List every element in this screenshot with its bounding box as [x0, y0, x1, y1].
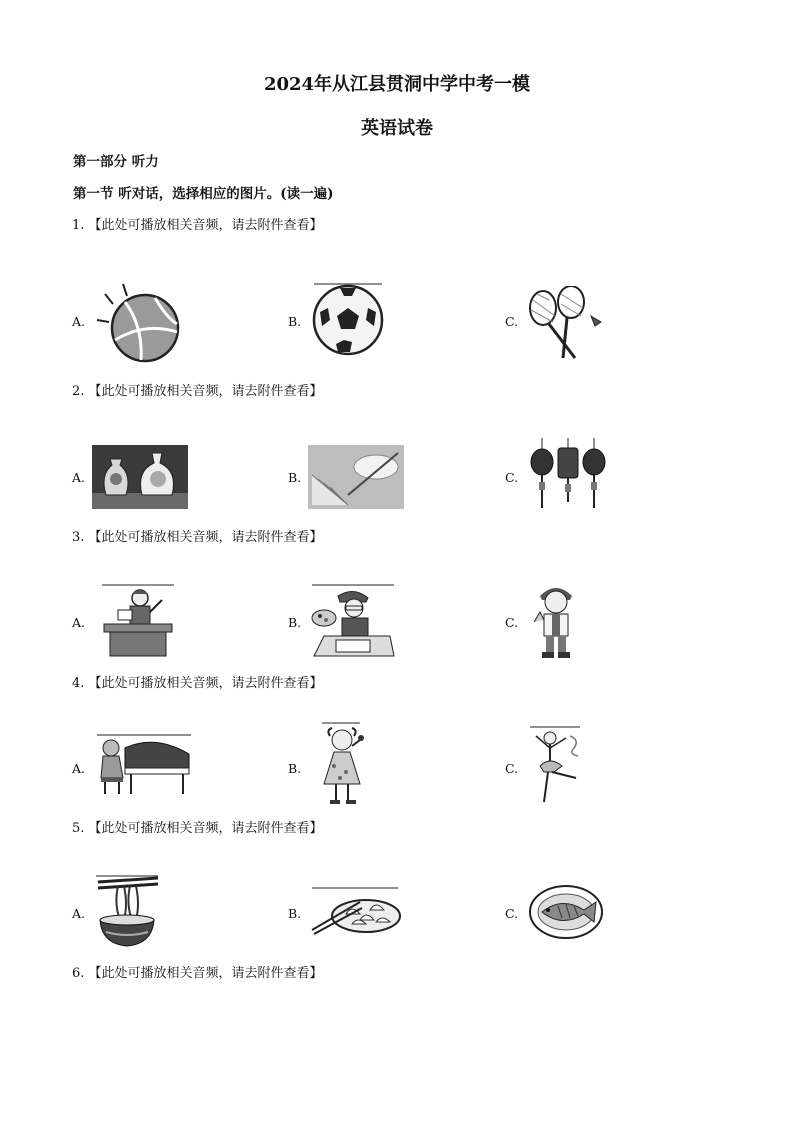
section-heading: 第一节 听对话，选择相应的图片。(读一遍): [73, 186, 334, 202]
option-label: C.: [505, 761, 519, 776]
question-audio-note: 【此处可播放相关音频，请去附件查看】: [88, 676, 323, 691]
question-2: [72, 380, 323, 399]
question-audio-note: 【此处可播放相关音频，请去附件查看】: [88, 821, 323, 836]
soccer-ball-icon: [310, 282, 386, 358]
painter-icon: [310, 584, 396, 658]
badminton-rackets-icon: [525, 286, 605, 362]
option-label: C.: [505, 314, 519, 329]
dumplings-icon: [310, 886, 402, 936]
part-heading: 第一部分 听力: [73, 154, 159, 170]
question-audio-note: 【此处可播放相关音频，请去附件查看】: [88, 966, 323, 981]
question-6: [72, 962, 323, 981]
noodles-icon: [94, 874, 160, 950]
volleyball-icon: [95, 282, 185, 364]
option-label: A.: [72, 906, 86, 921]
option-label: B.: [288, 761, 302, 776]
question-number: 6.: [72, 966, 85, 981]
option-label: A.: [72, 761, 86, 776]
option-label: A.: [72, 470, 86, 485]
option-label: C.: [505, 906, 519, 921]
teacher-icon: [100, 584, 176, 658]
document-subtitle: 英语试卷: [361, 118, 433, 139]
scientist-boy-icon: [530, 582, 580, 660]
option-label: A.: [72, 314, 86, 329]
option-label: C.: [505, 470, 519, 485]
piano-girl-icon: [95, 734, 193, 798]
question-4: [72, 672, 323, 691]
question-3: [72, 526, 323, 545]
question-5: [72, 817, 323, 836]
question-number: 4.: [72, 676, 85, 691]
singing-girl-icon: [320, 722, 370, 806]
question-number: 2.: [72, 384, 85, 399]
dancer-icon: [530, 726, 584, 806]
fish-dish-icon: [528, 880, 604, 942]
option-label: B.: [288, 906, 302, 921]
question-number: 3.: [72, 530, 85, 545]
option-label: B.: [288, 314, 302, 329]
question-number: 5.: [72, 821, 85, 836]
lanterns-icon: [528, 438, 608, 512]
question-audio-note: 【此处可播放相关音频，请去附件查看】: [88, 218, 323, 233]
fan-painting-icon: [308, 445, 404, 509]
document-title: 2024年从江县贯洞中学中考一模: [263, 74, 531, 95]
option-label: A.: [72, 615, 86, 630]
option-label: C.: [505, 615, 519, 630]
question-audio-note: 【此处可播放相关音频，请去附件查看】: [88, 530, 323, 545]
question-number: 1.: [72, 218, 85, 233]
question-1: [72, 214, 323, 233]
option-label: B.: [288, 615, 302, 630]
option-label: B.: [288, 470, 302, 485]
porcelain-vases-icon: [92, 445, 188, 509]
question-audio-note: 【此处可播放相关音频，请去附件查看】: [88, 384, 323, 399]
